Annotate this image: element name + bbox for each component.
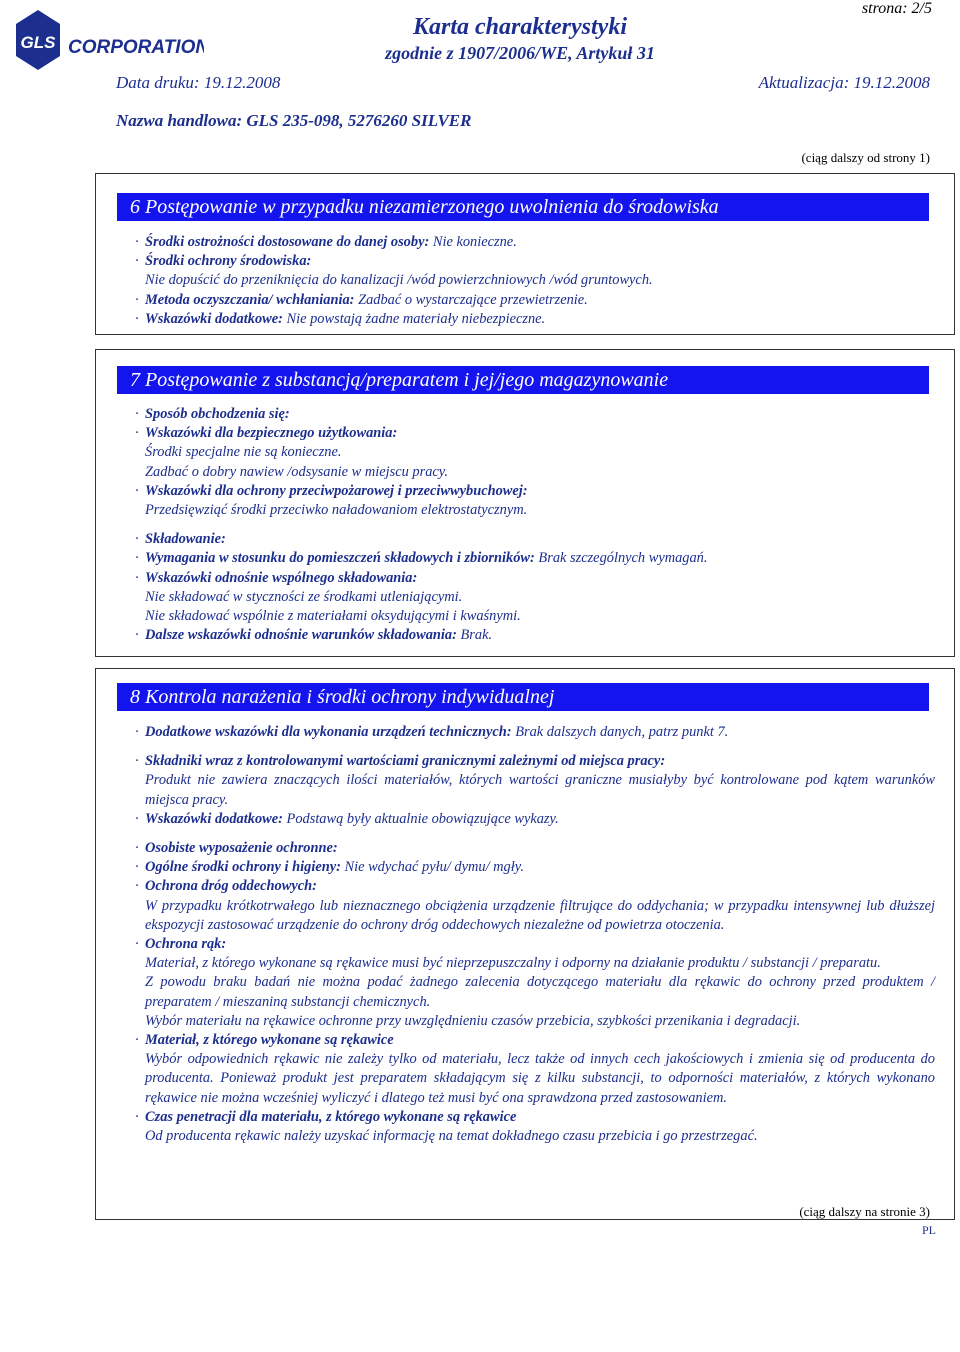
list-item: · Ogólne środki ochrony i higieny: Nie wdychać pyłu/ dymu/ mgły. bbox=[135, 859, 524, 876]
update-date: Aktualizacja: 19.12.2008 bbox=[758, 73, 930, 92]
list-item: · Wskazówki dla bezpiecznego użytkowania: bbox=[135, 425, 398, 442]
list-item: · Składowanie: bbox=[135, 531, 226, 548]
document-title: Karta charakterystyki bbox=[413, 14, 627, 40]
list-item-value: Materiał, z którego wykonane są rękawice musi być nieprzepuszczalny i odporny na działanie produktu / substancji / preparatu. bbox=[145, 955, 881, 972]
print-date: Data druku: 19.12.2008 bbox=[116, 73, 281, 92]
list-item-value: Nie składować w styczności ze środkami utleniającymi. bbox=[145, 588, 463, 605]
trade-name: Nazwa handlowa: GLS 235-098, 5276260 SILVER bbox=[116, 111, 472, 130]
list-item: · Osobiste wyposażenie ochronne: bbox=[135, 840, 338, 857]
list-item-value: W przypadku krótkotrwałego lub nieznacznego obciążenia urządzenie filtrujące do oddychania; w przypadku intensywnej lub dłuższej ekspozycji zastosować urządzenie do ochrony dróg oddechowych niezależne od powietrza otoczenia. bbox=[145, 897, 935, 933]
list-item-value: Od producenta rękawic należy uzyskać informację na temat dokładnego czasu przebicia i go przestrzegać. bbox=[145, 1128, 758, 1145]
list-item: · Wskazówki dodatkowe: Podstawą były aktualnie obowiązujące wykazy. bbox=[135, 810, 559, 827]
list-item: · Środki ochrony środowiska: bbox=[135, 253, 312, 270]
list-item: · Sposób obchodzenia się: bbox=[135, 406, 290, 422]
page-number: strona: 2/5 bbox=[861, 0, 932, 17]
section-6-body bbox=[135, 233, 935, 329]
section-8-title: 8 Kontrola narażenia i środki ochrony indywidualnej bbox=[117, 683, 929, 711]
list-item-value: Zadbać o dobry nawiew /odsysanie w miejscu pracy. bbox=[145, 463, 448, 480]
list-item: · Wskazówki odnośnie wspólnego składowania: bbox=[135, 569, 418, 586]
list-item: · Ochrona rąk: bbox=[135, 936, 227, 953]
list-item-value: Nie dopuścić do przeniknięcia do kanalizacji /wód powierzchniowych /wód gruntowych. bbox=[145, 272, 653, 289]
list-item-value: Produkt nie zawiera znaczących ilości materiałów, których wartości graniczne musiałyby być kontrolowane pod kątem warunków miejsca pracy. bbox=[145, 772, 935, 808]
list-item: · Środki ostrożności dostosowane do danej osoby: Nie konieczne. bbox=[135, 234, 517, 250]
list-item: · Czas penetracji dla materiału, z którego wykonane są rękawice bbox=[135, 1108, 517, 1125]
list-item: · Metoda oczyszczania/ wchłaniania: Zadbać o wystarczające przewietrzenie. bbox=[135, 291, 588, 308]
company-logo bbox=[14, 10, 204, 72]
list-item: · Dalsze wskazówki odnośnie warunków składowania: Brak. bbox=[135, 627, 493, 644]
language-code: PL bbox=[922, 1223, 937, 1237]
continued-to: (ciąg dalszy na stronie 3) bbox=[799, 1204, 930, 1219]
list-item: · Materiał, z którego wykonane są rękawice bbox=[135, 1032, 394, 1049]
list-item: · Wskazówki dodatkowe: Nie powstają żadne materiały niebezpieczne. bbox=[135, 310, 546, 327]
section-7-body bbox=[135, 405, 935, 645]
list-item-value: Wybór odpowiednich rękawic nie zależy tylko od materiału, lecz także od innych cech jakościowych i zmienia się od producenta do producenta. Ponieważ produkt jest preparatem składającym się z kilku substancji, to odporności materiałów, z których wykonano rękawice nie można wcześniej wyliczyć i dlatego też musi być ona sprawdzona przed zastosowaniem. bbox=[145, 1051, 935, 1106]
list-item-value: Przedsięwziąć środki przeciwko naładowaniom elektrostatycznym. bbox=[145, 502, 528, 519]
section-6-title: 6 Postępowanie w przypadku niezamierzonego uwolnienia do środowiska bbox=[117, 193, 929, 221]
list-item: · Wskazówki dla ochrony przeciwpożarowej i przeciwwybuchowej: bbox=[135, 482, 528, 499]
section-7-title: 7 Postępowanie z substancją/preparatem i jej/jego magazynowanie bbox=[117, 366, 929, 394]
section-8-body bbox=[135, 723, 935, 1146]
list-item-value: Środki specjalne nie są konieczne. bbox=[145, 444, 342, 461]
list-item: · Wymagania w stosunku do pomieszczeń składowych i zbiorników: Brak szczególnych wymagań. bbox=[135, 550, 708, 567]
list-item: · Ochrona dróg oddechowych: bbox=[135, 878, 317, 895]
document-subtitle: zgodnie z 1907/2006/WE, Artykuł 31 bbox=[385, 43, 655, 63]
continued-from: (ciąg dalszy od strony 1) bbox=[801, 150, 930, 165]
list-item-value: Wybór materiału na rękawice ochronne przy uwzględnieniu czasów przebicia, szybkości przenikania i degradacji. bbox=[145, 1012, 801, 1029]
gls-logo-icon bbox=[14, 10, 204, 72]
list-item-value: Nie składować wspólnie z materiałami oksydującymi i kwaśnymi. bbox=[145, 608, 521, 625]
svg-text:CORPORATION: CORPORATION bbox=[68, 37, 204, 58]
list-item-value: Z powodu braku badań nie można podać żadnego zalecenia dotyczącego materiału dla rękawic do ochrony przed produktem / preparatem / mieszaniną substancji chemicznych. bbox=[145, 974, 935, 1010]
list-item: · Dodatkowe wskazówki dla wykonania urządzeń technicznych: Brak dalszych danych, patrz punkt 7. bbox=[135, 724, 729, 740]
svg-text:GLS: GLS bbox=[20, 33, 56, 52]
list-item: · Składniki wraz z kontrolowanymi wartościami granicznymi zależnymi od miejsca pracy: bbox=[135, 753, 666, 770]
